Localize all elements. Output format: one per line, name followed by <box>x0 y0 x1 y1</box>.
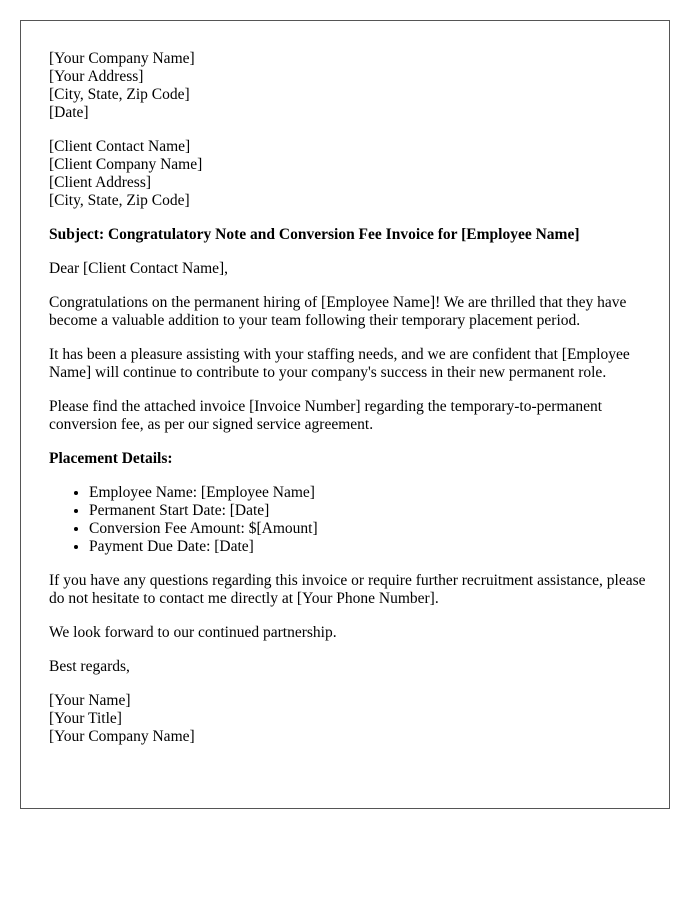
letter-date: [Date] <box>49 104 89 121</box>
congratulations-paragraph: Congratulations on the permanent hiring of [Employee Name]! We are thrilled that they have become a valuable addition to your team following their temporary placement period. <box>49 294 627 329</box>
recipient-city: [City, State, Zip Code] <box>49 192 190 209</box>
questions-paragraph: If you have any questions regarding this invoice or require further recruitment assistance, please do not hesitate to contact me directly at [Your Phone Number]. <box>49 572 646 607</box>
signature-title: [Your Title] <box>49 710 122 727</box>
signature-company: [Your Company Name] <box>49 728 195 745</box>
placement-details-heading: Placement Details: <box>49 450 173 467</box>
signature-name: [Your Name] <box>49 692 131 709</box>
salutation: Dear [Client Contact Name], <box>49 260 229 277</box>
sender-address: [Your Address] <box>49 68 144 85</box>
signature-block <box>49 692 649 746</box>
detail-start-date: • Permanent Start Date: [Date] <box>89 502 649 520</box>
sender-city: [City, State, Zip Code] <box>49 86 190 103</box>
invoice-paragraph: Please find the attached invoice [Invoice Number] regarding the temporary-to-permanent conversion fee, as per our signed service agreement. <box>49 398 603 433</box>
closing-line: Best regards, <box>49 658 130 675</box>
subject-line: Subject: Congratulatory Note and Conversion Fee Invoice for [Employee Name] <box>49 226 580 243</box>
detail-due-date: • Payment Due Date: [Date] <box>89 538 649 556</box>
detail-fee-amount: • Conversion Fee Amount: $[Amount] <box>89 520 649 538</box>
letter-document <box>20 20 670 809</box>
detail-employee-name: • Employee Name: [Employee Name] <box>89 484 649 502</box>
sender-address-block <box>49 50 649 122</box>
recipient-contact: [Client Contact Name] <box>49 138 191 155</box>
sender-company: [Your Company Name] <box>49 50 195 67</box>
staffing-paragraph: It has been a pleasure assisting with your staffing needs, and we are confident that [Employee Name] will continue to contribute to your company's success in their new permanent role. <box>49 346 630 381</box>
recipient-address-block <box>49 138 649 210</box>
recipient-address: [Client Address] <box>49 174 152 191</box>
placement-details-list <box>49 484 649 556</box>
partnership-paragraph: We look forward to our continued partnership. <box>49 624 337 641</box>
recipient-company: [Client Company Name] <box>49 156 203 173</box>
